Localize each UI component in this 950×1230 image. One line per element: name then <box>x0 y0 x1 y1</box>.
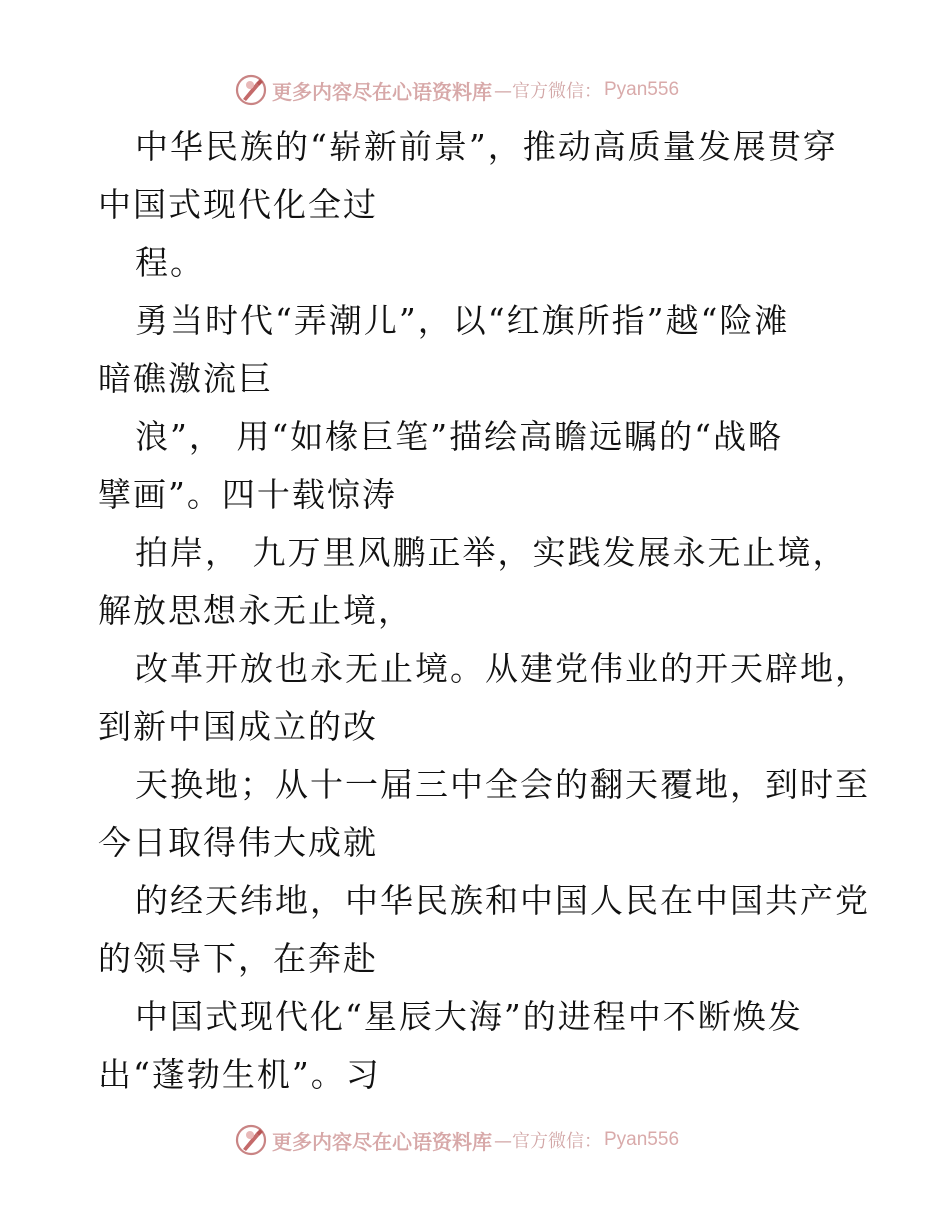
body-line: 改革开放也永无止境。从建党伟业的开天辟地， <box>135 649 870 688</box>
pen-logo-icon <box>234 1123 268 1157</box>
watermark-wechat-id: Pyan556 <box>604 1129 680 1150</box>
watermark-text: 更多内容尽在心语资料库 <box>272 79 492 104</box>
body-line: 的领导下，在奔赴 <box>98 939 378 978</box>
header-watermark <box>234 72 679 108</box>
body-line: 拍岸， 九万里风鹏正举，实践发展永无止境， <box>135 533 848 572</box>
body-line: 今日取得伟大成就 <box>98 823 378 862</box>
body-line: 的经天纬地，中华民族和中国人民在中国共产党 <box>135 881 870 920</box>
body-line: 到新中国成立的改 <box>98 707 378 746</box>
body-line: 擘画”。四十载惊涛 <box>98 475 397 514</box>
body-line: 浪”， 用“如椽巨笔”描绘高瞻远瞩的“战略 <box>135 417 783 456</box>
footer-watermark <box>234 1122 679 1158</box>
pen-logo-icon <box>234 73 268 107</box>
body-line: 程。 <box>135 243 205 282</box>
body-line: 中华民族的“崭新前景”，推动高质量发展贯穿 <box>135 127 838 166</box>
watermark-text: 更多内容尽在心语资料库 <box>272 1129 492 1154</box>
body-line: 天换地；从十一届三中全会的翻天覆地，到时至 <box>135 765 870 804</box>
body-line: 暗礁激流巨 <box>98 359 273 398</box>
body-line: 勇当时代“弄潮儿”，以“红旗所指”越“险滩 <box>135 301 790 340</box>
watermark-wechat-id: Pyan556 <box>604 79 680 100</box>
body-line: 出“蓬勃生机”。习 <box>98 1055 381 1094</box>
body-line: 中国式现代化全过 <box>98 185 378 224</box>
body-line: 解放思想永无止境， <box>98 591 413 630</box>
watermark-wechat-label: —官方微信： <box>494 1131 602 1152</box>
watermark-wechat-label: —官方微信： <box>494 81 602 102</box>
body-line: 中国式现代化“星辰大海”的进程中不断焕发 <box>135 997 803 1036</box>
document-body <box>98 118 870 1104</box>
